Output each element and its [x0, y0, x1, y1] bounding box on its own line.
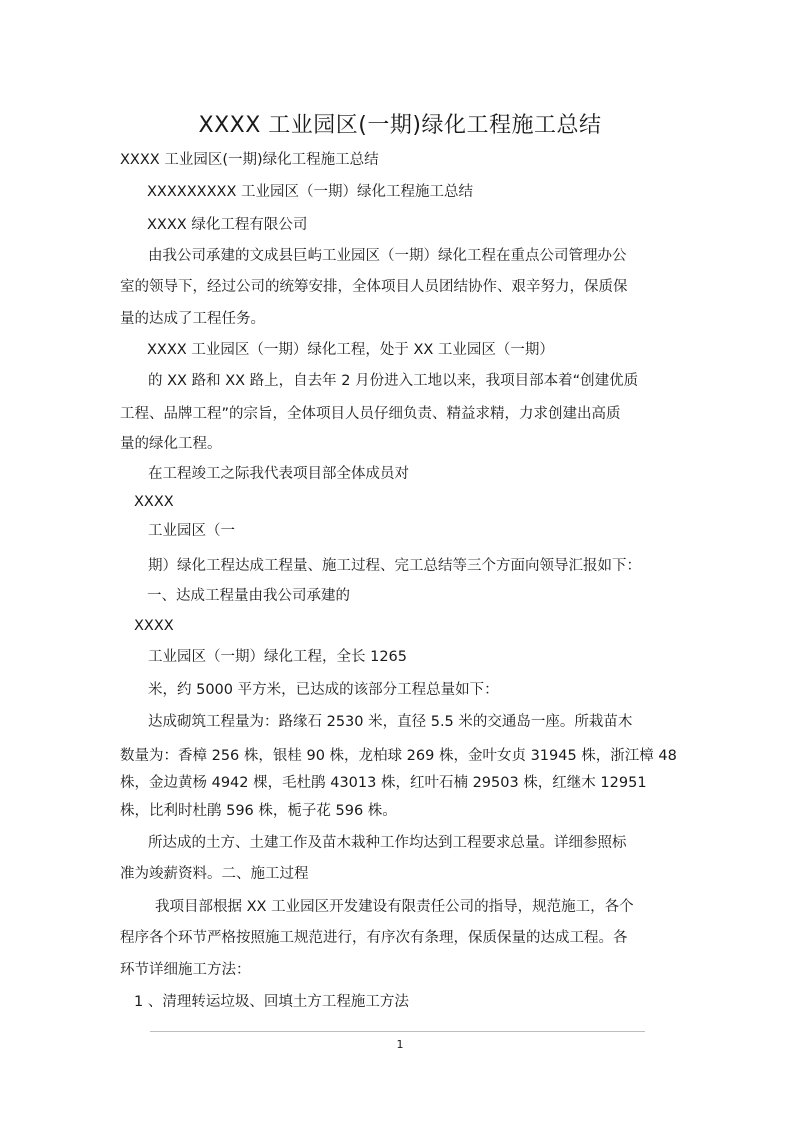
- paragraph-line: 工程、品牌工程”的宗旨，全体项目人员仔细负责、精益求精，力求创建出高质: [120, 406, 621, 422]
- section-heading: 一、达成工程量由我公司承建的: [147, 588, 350, 604]
- paragraph-line: 在工程竣工之际我代表项目部全体成员对: [148, 466, 409, 482]
- company-name: XXXX 绿化工程有限公司: [147, 217, 308, 233]
- subtitle-line: XXXX 工业园区(一期)绿化工程施工总结: [120, 152, 379, 168]
- list-item-heading: 1 、清理转运垃圾、回填土方工程施工方法: [134, 994, 409, 1010]
- paragraph-line: 的 XX 路和 XX 路上，自去年 2 月份进入工地以来，我项目部本着“创建优质: [148, 373, 639, 389]
- paragraph-line: XXXX: [134, 618, 174, 634]
- paragraph-line: 工业园区（一: [148, 523, 235, 539]
- paragraph-line: 株，金边黄杨 4942 棵，毛杜鹃 43013 株，红叶石楠 29503 株，红继木 12951: [120, 775, 647, 791]
- paragraph-line: 数量为：香樟 256 株，银桂 90 株，龙柏球 269 株，金叶女贞 31945 株，浙江樟 48: [120, 748, 677, 764]
- paragraph-line: 环节详细施工方法：: [120, 962, 251, 978]
- subtitle-line: XXXXXXXXX 工业园区（一期）绿化工程施工总结: [147, 184, 474, 200]
- paragraph-line: 米，约 5000 平方米，已达成的该部分工程总量如下：: [148, 682, 499, 698]
- paragraph-line: XXXX 工业园区（一期）绿化工程，处于 XX 工业园区（一期）: [147, 342, 554, 358]
- paragraph-line: 所达成的土方、土建工作及苗木栽种工作均达到工程要求总量。详细参照标: [148, 835, 627, 851]
- paragraph-line: 准为竣薪资料。二、施工过程: [120, 866, 309, 882]
- paragraph-line: 达成砌筑工程量为：路缘石 2530 米，直径 5.5 米的交通岛一座。所栽苗木: [148, 714, 633, 730]
- paragraph-line: 量的绿化工程。: [120, 436, 222, 452]
- footer-divider: [150, 1031, 645, 1032]
- paragraph-line: XXXX: [134, 494, 174, 510]
- page-number: 1: [396, 1038, 404, 1051]
- paragraph-line: 我项目部根据 XX 工业园区开发建设有限责任公司的指导，规范施工，各个: [155, 899, 634, 915]
- paragraph-line: 期）绿化工程达成工程量、施工过程、完工总结等三个方面向领导汇报如下：: [148, 558, 641, 574]
- paragraph-line: 由我公司承建的文成县巨屿工业园区（一期）绿化工程在重点公司管理办公: [148, 248, 627, 264]
- paragraph-line: 量的达成了工程任务。: [120, 311, 265, 327]
- document-title: XXXX 工业园区(一期)绿化工程施工总结: [198, 113, 602, 138]
- paragraph-line: 工业园区（一期）绿化工程，全长 1265: [148, 649, 408, 665]
- paragraph-line: 程序各个环节严格按照施工规范进行，有序次有条理，保质保量的达成工程。各: [120, 930, 628, 946]
- paragraph-line: 株，比利时杜鹃 596 株，栀子花 596 株。: [120, 803, 397, 819]
- paragraph-line: 室的领导下，经过公司的统筹安排，全体项目人员团结协作、艰辛努力，保质保: [120, 279, 628, 295]
